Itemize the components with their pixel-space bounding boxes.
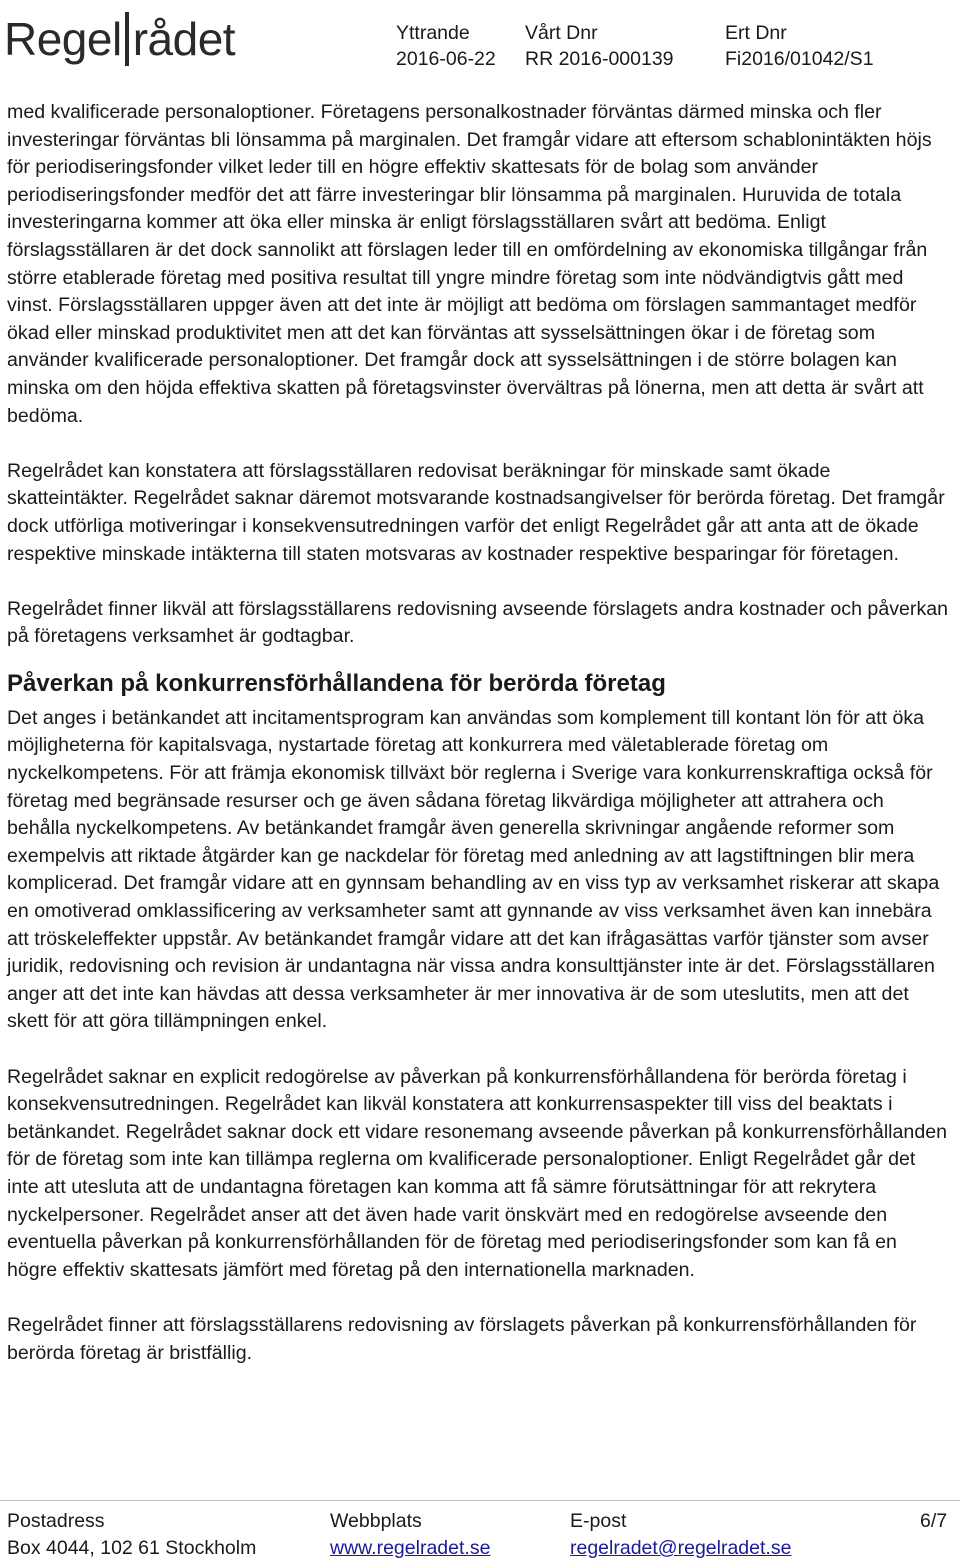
paragraph-gap [7,1284,952,1312]
regelradet-logo [4,10,235,68]
logo-text-right: rådet [132,13,236,65]
webbplats-label: Webbplats [330,1510,422,1532]
section-heading: Påverkan på konkurrensförhållandena för berörda företag [7,669,666,697]
yttrande-date: 2016-06-22 [396,48,496,70]
footer-epost [570,1508,791,1562]
ert-dnr-value: Fi2016/01042/S1 [725,48,874,70]
footer-divider [0,1500,960,1501]
paragraph-5: Regelrådet saknar en explicit redogörelse av påverkan på konkurrensförhållandena för berörda företag i konsekvensutredningen. Regelrådet kan likväl konstatera att konkurrensaspekter till viss del beaktats i betänkandet. Regelrådet saknar dock ett vidare resonemang avseende påverkan på konkurrensförhållanden för de företag som inte kan tillämpa reglerna om kvalificerade personaloptioner. Enligt Regelrådet går det inte att utesluta att de undantagna företagen kan komma att få sämre förutsättningar för att rekrytera nyckelpersoner. Regelrådet anser att det även hade varit önskvärt med en redogörelse avseende den eventuella påverkan på konkurrensförhållanden för de företag med periodiseringsfonder som kan få en högre effektiv skattesats jämfört med företag på den internationella marknaden. [7,1065,948,1281]
footer-webbplats [330,1508,490,1562]
page-number: 6/7 [920,1510,948,1532]
logo-text-left: Regel [4,13,122,65]
paragraph-4: Det anges i betänkandet att incitamentsprogram kan användas som komplement till kontant lön för att öka möjligheterna för kapitalsvaga, nystartade företag att konkurrera med väletablerade företag om nyckelkompetens. För att främja ekonomisk tillväxt bör reglerna i Sverige vara konkurrenskraftiga också för företag med begränsade resurser och ge även sådana företag likvärdiga möjligheter att attrahera och behålla nyckelkompetens. Av betänkandet framgår även generella skrivningar angående reformer som exempelvis att riktade åtgärder kan ge nackdelar för företag med anledning av att lagstiftningen blir mera komplicerad. Det framgår vidare att en gynnsam behandling av en viss typ av verksamhet riskerar att skapa en omotiverad omklassificering av verksamheter samt att gynnande av viss verksamhet även kan innebära att tröskeleffekter uppstår. Av betänkandet framgår vidare att det kan ifrågasättas varför tjänster som avser juridik, redovisning och revision är undantagna när vissa andra konsulttjänster inte är det. Förslagsställaren anger att det inte kan hävdas att dessa verksamheter är mer innovativa är de som uteslutits, men att det skett för att göra tillämpningen enkel. [7,706,940,1033]
document-body [7,99,952,1367]
paragraph-3: Regelrådet finner likväl att förslagsställarens redovisning avseende förslagets andra kostnader och påverkan på företagens verksamhet är godtagbar. [7,597,949,648]
epost-link[interactable]: regelradet@regelradet.se [570,1537,792,1559]
yttrande-block [396,20,496,72]
paragraph-2: Regelrådet kan konstatera att förslagsställaren redovisat beräkningar för minskade samt ökade skatteintäkter. Regelrådet saknar däremot motsvarande kostnadsangivelser för berörda företag. Det framgår dock utförliga motiveringar i konsekvensutredningen varför det enligt Regelrådet går att anta att de ökade respektive minskade intäkterna till staten motsvaras av kostnader respektive besparingar för företagen. [7,459,945,565]
paragraph-6: Regelrådet finner att förslagsställarens redovisning av förslagets påverkan på konkurrensförhållanden för berörda företag är bristfällig. [7,1313,917,1364]
vart-dnr-label: Vårt Dnr [525,22,598,44]
page-footer [0,1500,960,1562]
postadress-label: Postadress [7,1510,105,1532]
ert-dnr-label: Ert Dnr [725,22,787,44]
epost-label: E-post [570,1510,627,1532]
paragraph-gap [7,568,952,596]
vart-dnr-value: RR 2016-000139 [525,48,674,70]
yttrande-label: Yttrande [396,22,470,44]
vart-dnr-block [525,20,674,72]
ert-dnr-block [725,20,874,72]
paragraph-1: med kvalificerade personaloptioner. Företagens personalkostnader förväntas därmed minska och fler investeringar förväntas bli lönsamma på marginalen. Det framgår vidare att eftersom schablonintäkten höjs för periodiseringsfonder vilket leder till en högre effektiv skattesats för de bolag som använder periodiseringsfonder medför det att färre investeringar blir lönsamma på marginalen. Huruvida de totala investeringarna kommer att öka eller minska är enligt förslagsställaren svårt att bedöma. Enligt förslagsställaren är det dock sannolikt att förslagen leder till en omfördelning av ekonomiska tillgångar från större etablerade företag med positiva resultat till yngre mindre företag som inte nödvändigtvis gått med vinst. Förslagsställaren uppger även att det inte är möjligt att bedöma om förslagen sammantaget medför ökad eller minskad produktivitet men att det kan förväntas att sysselsättningen ökar i de företag som använder kvalificerade personaloptioner. Det framgår dock att sysselsättningen i de större bolagen kan minska om den höjda effektiva skatten på företagsvinster övervältras på lönerna, men att detta är svårt att bedöma. [7,101,932,427]
page-header [0,0,960,80]
logo-divider [125,12,129,66]
paragraph-gap [7,1036,952,1064]
footer-postadress [7,1508,256,1562]
postadress-value: Box 4044, 102 61 Stockholm [7,1537,257,1559]
webbplats-link[interactable]: www.regelradet.se [330,1537,491,1559]
paragraph-gap [7,430,952,458]
